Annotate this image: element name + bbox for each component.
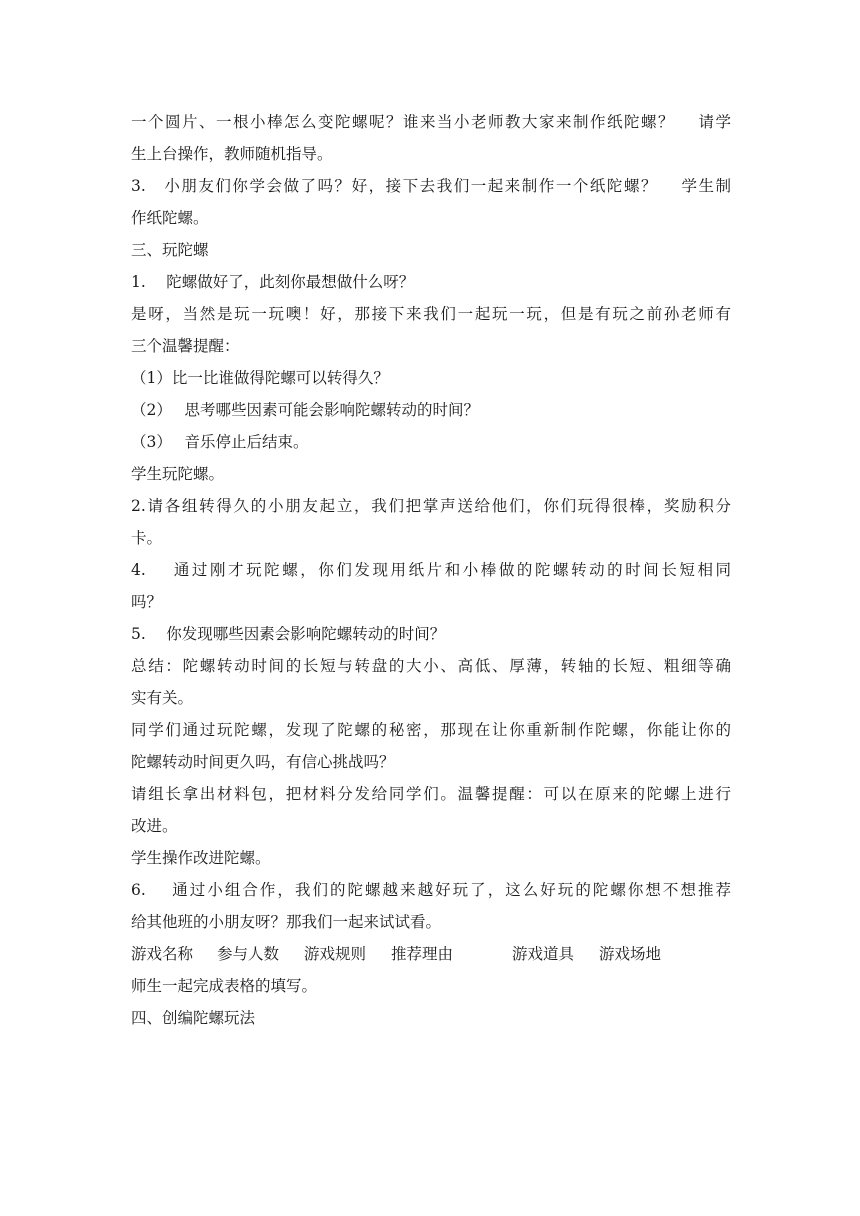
text-line: 给其他班的小朋友呀？那我们一起来试试看。 [131,913,442,931]
text-line: 6. 通过小组合作，我们的陀螺越来越好玩了，这么好玩的陀螺你想不想推荐 [131,881,731,899]
text-line: 是呀，当然是玩一玩噢！好，那接下来我们一起玩一玩，但是有玩之前孙老师有 [131,305,731,323]
paragraph-block [131,106,731,938]
text-line: 同学们通过玩陀螺，发现了陀螺的秘密，那现在让你重新制作陀螺，你能让你的 [131,721,731,739]
table-header-participants: 参与人数 [217,945,280,963]
text-line: 4. 通过刚才玩陀螺，你们发现用纸片和小棒做的陀螺转动的时间长短相同 [131,561,731,579]
text-line: 吗？ [131,593,163,611]
text-line: 学生操作改进陀螺。 [131,849,271,867]
text-line: 请组长拿出材料包，把材料分发给同学们。温馨提醒：可以在原来的陀螺上进行 [131,785,731,803]
text-line: 1. 陀螺做好了，此刻你最想做什么呀？ [131,273,415,291]
text-line: 作纸陀螺。 [131,209,209,227]
table-header-row [131,938,731,970]
text-line: 生上台操作，教师随机指导。 [131,145,333,163]
text-line: 学生玩陀螺。 [131,465,225,483]
text-line: 2.请各组转得久的小朋友起立，我们把掌声送给他们，你们玩得很棒，奖励积分 [131,497,731,515]
text-line: 三个温馨提醒： [131,337,240,355]
text-line: （3） 音乐停止后结束。 [131,433,309,451]
table-header-props: 游戏道具 [512,945,575,963]
table-header-venue: 游戏场地 [599,945,662,963]
text-line: 师生一起完成表格的填写。 [131,977,318,995]
text-line: 卡。 [131,529,163,547]
text-line: 三、玩陀螺 [131,241,209,259]
text-line: 5. 你发现哪些因素会影响陀螺转动的时间？ [131,625,446,643]
text-line: 实有关。 [131,689,194,707]
closing-block [131,970,731,1034]
document-body [131,106,731,1034]
text-line: 改进。 [131,817,178,835]
table-header-game-name: 游戏名称 [131,945,194,963]
text-line: 3. 小朋友们你学会做了吗？好，接下去我们一起来制作一个纸陀螺？ 学生制 [131,177,731,195]
table-header-rules: 游戏规则 [304,945,367,963]
text-line: （1）比一比谁做得陀螺可以转得久？ [131,369,389,387]
text-line: 四、创编陀螺玩法 [131,1009,256,1027]
text-line: （2） 思考哪些因素可能会影响陀螺转动的时间？ [131,401,480,419]
text-line: 一个圆片、一根小棒怎么变陀螺呢？谁来当小老师教大家来制作纸陀螺？ 请学 [131,113,731,131]
table-header-reason: 推荐理由 [391,945,454,963]
text-line: 陀螺转动时间更久吗，有信心挑战吗？ [131,753,395,771]
text-line: 总结：陀螺转动时间的长短与转盘的大小、高低、厚薄，转轴的长短、粗细等确 [131,657,731,675]
